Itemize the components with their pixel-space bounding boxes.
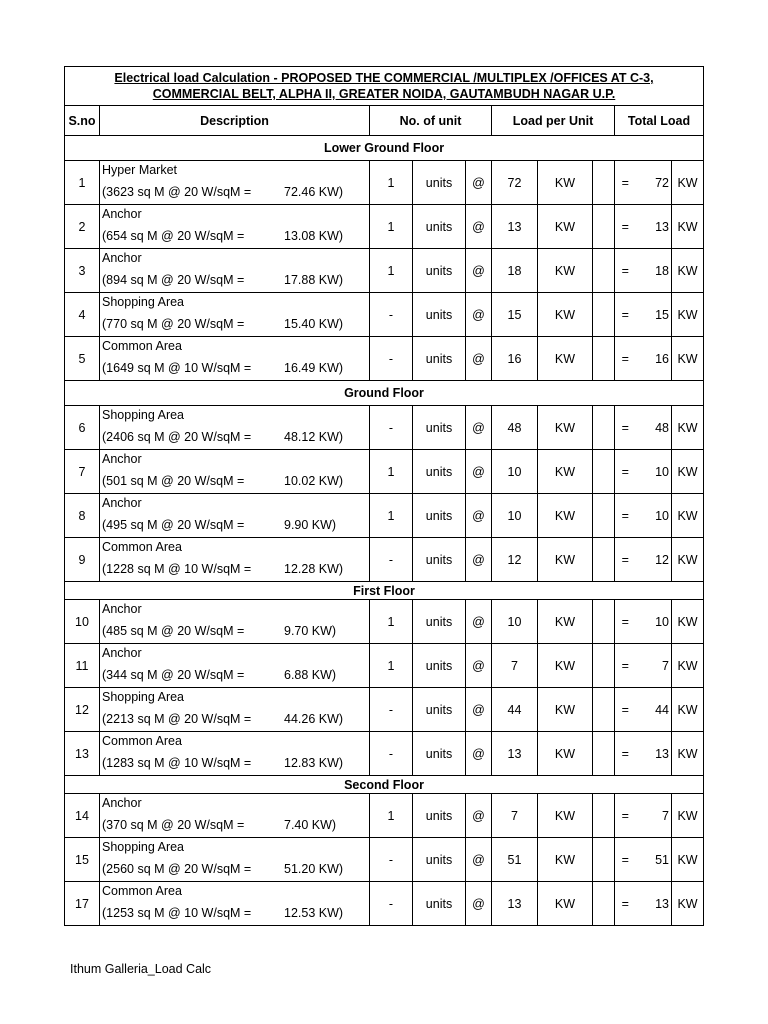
row-equals-sign: = (615, 161, 636, 205)
row-load-per-unit: 15 (492, 293, 538, 337)
row-load-kw-label: KW (538, 838, 593, 882)
row-unit-count: 1 (370, 600, 413, 644)
table-row (65, 161, 704, 205)
item-calculation (102, 472, 367, 490)
item-name: Shopping Area (102, 295, 185, 309)
row-sno: 4 (65, 293, 100, 337)
floor-heading-row (65, 582, 704, 600)
row-equals-sign: = (615, 450, 636, 494)
item-calculation (102, 359, 367, 377)
row-equals-sign: = (615, 838, 636, 882)
row-load-per-unit: 7 (492, 794, 538, 838)
row-load-kw-label: KW (538, 688, 593, 732)
row-units-label: units (413, 538, 466, 582)
row-units-label: units (413, 494, 466, 538)
item-calculation (102, 754, 367, 772)
header-total-load: Total Load (615, 106, 704, 136)
header-row (65, 106, 704, 136)
row-spacer (593, 600, 615, 644)
item-name: Hyper Market (102, 163, 178, 177)
row-description (100, 293, 370, 337)
row-spacer (593, 205, 615, 249)
table-row (65, 794, 704, 838)
row-spacer (593, 882, 615, 926)
row-total-kw-label: KW (672, 538, 704, 582)
row-equals-sign: = (615, 205, 636, 249)
row-spacer (593, 494, 615, 538)
item-area: (770 sq M @ 20 W/sqM = (102, 317, 245, 331)
item-load-result: 12.83 KW) (284, 756, 344, 770)
row-load-kw-label: KW (538, 205, 593, 249)
item-calculation (102, 860, 367, 878)
row-total-kw-label: KW (672, 249, 704, 293)
row-load-per-unit: 10 (492, 494, 538, 538)
row-load-per-unit: 13 (492, 882, 538, 926)
table-row (65, 450, 704, 494)
row-load-kw-label: KW (538, 161, 593, 205)
row-total-kw-label: KW (672, 450, 704, 494)
table-row (65, 337, 704, 381)
document-title (65, 67, 704, 106)
row-description (100, 406, 370, 450)
row-at-sign: @ (466, 293, 492, 337)
row-unit-count: - (370, 406, 413, 450)
row-unit-count: 1 (370, 794, 413, 838)
row-at-sign: @ (466, 450, 492, 494)
row-total-kw-label: KW (672, 688, 704, 732)
row-spacer (593, 838, 615, 882)
row-unit-count: 1 (370, 161, 413, 205)
item-load-result: 17.88 KW) (284, 273, 344, 287)
row-equals-sign: = (615, 293, 636, 337)
row-sno: 11 (65, 644, 100, 688)
row-description (100, 249, 370, 293)
row-total-kw-label: KW (672, 205, 704, 249)
row-unit-count: - (370, 688, 413, 732)
row-units-label: units (413, 161, 466, 205)
row-unit-count: 1 (370, 249, 413, 293)
row-load-kw-label: KW (538, 293, 593, 337)
item-area: (2213 sq M @ 20 W/sqM = (102, 712, 252, 726)
row-load-per-unit: 48 (492, 406, 538, 450)
row-spacer (593, 688, 615, 732)
row-unit-count: - (370, 838, 413, 882)
row-units-label: units (413, 600, 466, 644)
row-equals-sign: = (615, 494, 636, 538)
row-equals-sign: = (615, 794, 636, 838)
row-at-sign: @ (466, 794, 492, 838)
row-sno: 15 (65, 838, 100, 882)
table-row (65, 838, 704, 882)
row-at-sign: @ (466, 337, 492, 381)
row-total-kw-label: KW (672, 838, 704, 882)
row-description (100, 794, 370, 838)
row-load-per-unit: 72 (492, 161, 538, 205)
item-name: Anchor (102, 452, 142, 466)
row-total-load: 18 (636, 249, 672, 293)
row-total-kw-label: KW (672, 794, 704, 838)
table-row (65, 644, 704, 688)
row-load-kw-label: KW (538, 732, 593, 776)
row-load-kw-label: KW (538, 406, 593, 450)
header-no-of-unit: No. of unit (370, 106, 492, 136)
row-sno: 17 (65, 882, 100, 926)
row-at-sign: @ (466, 205, 492, 249)
row-units-label: units (413, 838, 466, 882)
item-load-result: 12.53 KW) (284, 906, 344, 920)
row-total-kw-label: KW (672, 406, 704, 450)
load-calculation-table (64, 66, 704, 926)
row-equals-sign: = (615, 732, 636, 776)
row-total-kw-label: KW (672, 337, 704, 381)
header-sno: S.no (65, 106, 100, 136)
row-spacer (593, 644, 615, 688)
item-calculation (102, 428, 367, 446)
row-total-load: 51 (636, 838, 672, 882)
row-total-load: 13 (636, 205, 672, 249)
table-row (65, 882, 704, 926)
item-name: Anchor (102, 602, 142, 616)
table-row (65, 406, 704, 450)
row-description (100, 494, 370, 538)
floor-heading: Second Floor (65, 776, 704, 794)
item-load-result: 10.02 KW) (284, 474, 344, 488)
row-spacer (593, 794, 615, 838)
item-name: Shopping Area (102, 408, 185, 422)
row-total-kw-label: KW (672, 293, 704, 337)
item-load-result: 48.12 KW) (284, 430, 344, 444)
item-name: Anchor (102, 796, 142, 810)
row-description (100, 838, 370, 882)
row-at-sign: @ (466, 406, 492, 450)
item-calculation (102, 271, 367, 289)
title-row (65, 67, 704, 106)
item-calculation (102, 560, 367, 578)
row-description (100, 538, 370, 582)
table-row (65, 205, 704, 249)
row-equals-sign: = (615, 600, 636, 644)
row-spacer (593, 337, 615, 381)
row-at-sign: @ (466, 882, 492, 926)
item-load-result: 9.70 KW) (284, 624, 337, 638)
row-equals-sign: = (615, 644, 636, 688)
row-load-kw-label: KW (538, 644, 593, 688)
table-row (65, 249, 704, 293)
item-load-result: 13.08 KW) (284, 229, 344, 243)
item-area: (1283 sq M @ 10 W/sqM = (102, 756, 252, 770)
floor-heading: First Floor (65, 582, 704, 600)
row-description (100, 205, 370, 249)
row-total-load: 13 (636, 882, 672, 926)
item-load-result: 72.46 KW) (284, 185, 344, 199)
row-spacer (593, 538, 615, 582)
row-total-load: 12 (636, 538, 672, 582)
row-total-kw-label: KW (672, 600, 704, 644)
row-total-load: 48 (636, 406, 672, 450)
row-total-load: 7 (636, 794, 672, 838)
row-units-label: units (413, 644, 466, 688)
row-units-label: units (413, 688, 466, 732)
item-calculation (102, 622, 367, 640)
row-load-per-unit: 10 (492, 450, 538, 494)
row-unit-count: 1 (370, 644, 413, 688)
row-spacer (593, 249, 615, 293)
header-description: Description (100, 106, 370, 136)
footer-text: Ithum Galleria_Load Calc (70, 962, 212, 976)
row-load-per-unit: 16 (492, 337, 538, 381)
table-row (65, 293, 704, 337)
row-load-kw-label: KW (538, 337, 593, 381)
floor-heading-row (65, 776, 704, 794)
row-spacer (593, 293, 615, 337)
row-unit-count: - (370, 882, 413, 926)
row-load-kw-label: KW (538, 794, 593, 838)
item-load-result: 15.40 KW) (284, 317, 344, 331)
item-load-result: 9.90 KW) (284, 518, 337, 532)
row-load-per-unit: 10 (492, 600, 538, 644)
item-name: Common Area (102, 540, 182, 554)
item-calculation (102, 666, 367, 684)
item-name: Anchor (102, 251, 142, 265)
row-load-per-unit: 13 (492, 205, 538, 249)
row-description (100, 644, 370, 688)
row-units-label: units (413, 450, 466, 494)
item-name: Anchor (102, 496, 142, 510)
row-unit-count: 1 (370, 205, 413, 249)
row-sno: 14 (65, 794, 100, 838)
item-area: (3623 sq M @ 20 W/sqM = (102, 185, 252, 199)
item-area: (2406 sq M @ 20 W/sqM = (102, 430, 252, 444)
row-load-per-unit: 44 (492, 688, 538, 732)
row-load-kw-label: KW (538, 600, 593, 644)
row-sno: 10 (65, 600, 100, 644)
row-units-label: units (413, 732, 466, 776)
item-name: Shopping Area (102, 690, 185, 704)
item-calculation (102, 227, 367, 245)
row-total-load: 15 (636, 293, 672, 337)
row-load-per-unit: 13 (492, 732, 538, 776)
row-total-load: 72 (636, 161, 672, 205)
row-total-kw-label: KW (672, 732, 704, 776)
header-load-per-unit: Load per Unit (492, 106, 615, 136)
row-sno: 8 (65, 494, 100, 538)
row-load-per-unit: 12 (492, 538, 538, 582)
row-description (100, 450, 370, 494)
item-calculation (102, 816, 367, 834)
item-load-result: 12.28 KW) (284, 562, 344, 576)
item-load-result: 16.49 KW) (284, 361, 344, 375)
row-description (100, 600, 370, 644)
row-spacer (593, 406, 615, 450)
row-load-kw-label: KW (538, 538, 593, 582)
row-load-kw-label: KW (538, 249, 593, 293)
row-description (100, 161, 370, 205)
row-sno: 3 (65, 249, 100, 293)
item-area: (1649 sq M @ 10 W/sqM = (102, 361, 252, 375)
row-at-sign: @ (466, 838, 492, 882)
row-total-kw-label: KW (672, 161, 704, 205)
item-load-result: 51.20 KW) (284, 862, 344, 876)
row-units-label: units (413, 406, 466, 450)
row-sno: 2 (65, 205, 100, 249)
row-load-per-unit: 18 (492, 249, 538, 293)
row-description (100, 732, 370, 776)
item-load-result: 44.26 KW) (284, 712, 344, 726)
row-total-load: 10 (636, 600, 672, 644)
floor-heading-row (65, 381, 704, 406)
row-load-kw-label: KW (538, 494, 593, 538)
item-area: (370 sq M @ 20 W/sqM = (102, 818, 245, 832)
row-unit-count: - (370, 293, 413, 337)
row-at-sign: @ (466, 644, 492, 688)
row-at-sign: @ (466, 538, 492, 582)
item-area: (501 sq M @ 20 W/sqM = (102, 474, 245, 488)
row-load-per-unit: 7 (492, 644, 538, 688)
row-total-load: 16 (636, 337, 672, 381)
item-name: Common Area (102, 734, 182, 748)
floor-heading-row (65, 136, 704, 161)
row-unit-count: - (370, 732, 413, 776)
row-spacer (593, 161, 615, 205)
row-at-sign: @ (466, 494, 492, 538)
row-unit-count: - (370, 538, 413, 582)
row-sno: 12 (65, 688, 100, 732)
item-name: Anchor (102, 207, 142, 221)
row-units-label: units (413, 249, 466, 293)
item-area: (2560 sq M @ 20 W/sqM = (102, 862, 252, 876)
row-load-per-unit: 51 (492, 838, 538, 882)
title-line-2: COMMERCIAL BELT, ALPHA II, GREATER NOIDA, GAUTAMBUDH NAGAR U.P. (152, 87, 616, 101)
row-total-load: 10 (636, 450, 672, 494)
row-unit-count: 1 (370, 450, 413, 494)
row-sno: 9 (65, 538, 100, 582)
item-area: (894 sq M @ 20 W/sqM = (102, 273, 245, 287)
row-total-load: 13 (636, 732, 672, 776)
row-total-load: 44 (636, 688, 672, 732)
item-name: Common Area (102, 339, 182, 353)
item-area: (1253 sq M @ 10 W/sqM = (102, 906, 252, 920)
row-total-kw-label: KW (672, 494, 704, 538)
item-name: Anchor (102, 646, 142, 660)
row-equals-sign: = (615, 538, 636, 582)
table-row (65, 538, 704, 582)
floor-heading: Lower Ground Floor (65, 136, 704, 161)
row-description (100, 337, 370, 381)
item-calculation (102, 183, 367, 201)
row-equals-sign: = (615, 337, 636, 381)
item-calculation (102, 516, 367, 534)
item-name: Common Area (102, 884, 182, 898)
row-sno: 7 (65, 450, 100, 494)
table-row (65, 600, 704, 644)
row-total-load: 10 (636, 494, 672, 538)
item-area: (344 sq M @ 20 W/sqM = (102, 668, 245, 682)
row-units-label: units (413, 293, 466, 337)
row-units-label: units (413, 882, 466, 926)
row-sno: 6 (65, 406, 100, 450)
row-description (100, 882, 370, 926)
item-area: (485 sq M @ 20 W/sqM = (102, 624, 245, 638)
row-at-sign: @ (466, 600, 492, 644)
floor-heading: Ground Floor (65, 381, 704, 406)
row-equals-sign: = (615, 688, 636, 732)
row-total-kw-label: KW (672, 882, 704, 926)
row-at-sign: @ (466, 249, 492, 293)
row-total-kw-label: KW (672, 644, 704, 688)
item-calculation (102, 904, 367, 922)
row-at-sign: @ (466, 688, 492, 732)
row-load-kw-label: KW (538, 450, 593, 494)
row-units-label: units (413, 205, 466, 249)
item-load-result: 6.88 KW) (284, 668, 337, 682)
table-row (65, 494, 704, 538)
row-at-sign: @ (466, 732, 492, 776)
row-unit-count: - (370, 337, 413, 381)
table-row (65, 688, 704, 732)
row-equals-sign: = (615, 249, 636, 293)
row-load-kw-label: KW (538, 882, 593, 926)
row-units-label: units (413, 794, 466, 838)
title-line-1: Electrical load Calculation - PROPOSED THE COMMERCIAL /MULTIPLEX /OFFICES AT C-3, (114, 71, 654, 85)
item-name: Shopping Area (102, 840, 185, 854)
row-description (100, 688, 370, 732)
item-load-result: 7.40 KW) (284, 818, 337, 832)
item-area: (1228 sq M @ 10 W/sqM = (102, 562, 252, 576)
item-calculation (102, 710, 367, 728)
row-sno: 13 (65, 732, 100, 776)
row-sno: 5 (65, 337, 100, 381)
row-total-load: 7 (636, 644, 672, 688)
row-units-label: units (413, 337, 466, 381)
row-unit-count: 1 (370, 494, 413, 538)
item-area: (654 sq M @ 20 W/sqM = (102, 229, 245, 243)
row-at-sign: @ (466, 161, 492, 205)
row-sno: 1 (65, 161, 100, 205)
row-equals-sign: = (615, 406, 636, 450)
item-calculation (102, 315, 367, 333)
row-equals-sign: = (615, 882, 636, 926)
item-area: (495 sq M @ 20 W/sqM = (102, 518, 245, 532)
table-row (65, 732, 704, 776)
row-spacer (593, 732, 615, 776)
row-spacer (593, 450, 615, 494)
